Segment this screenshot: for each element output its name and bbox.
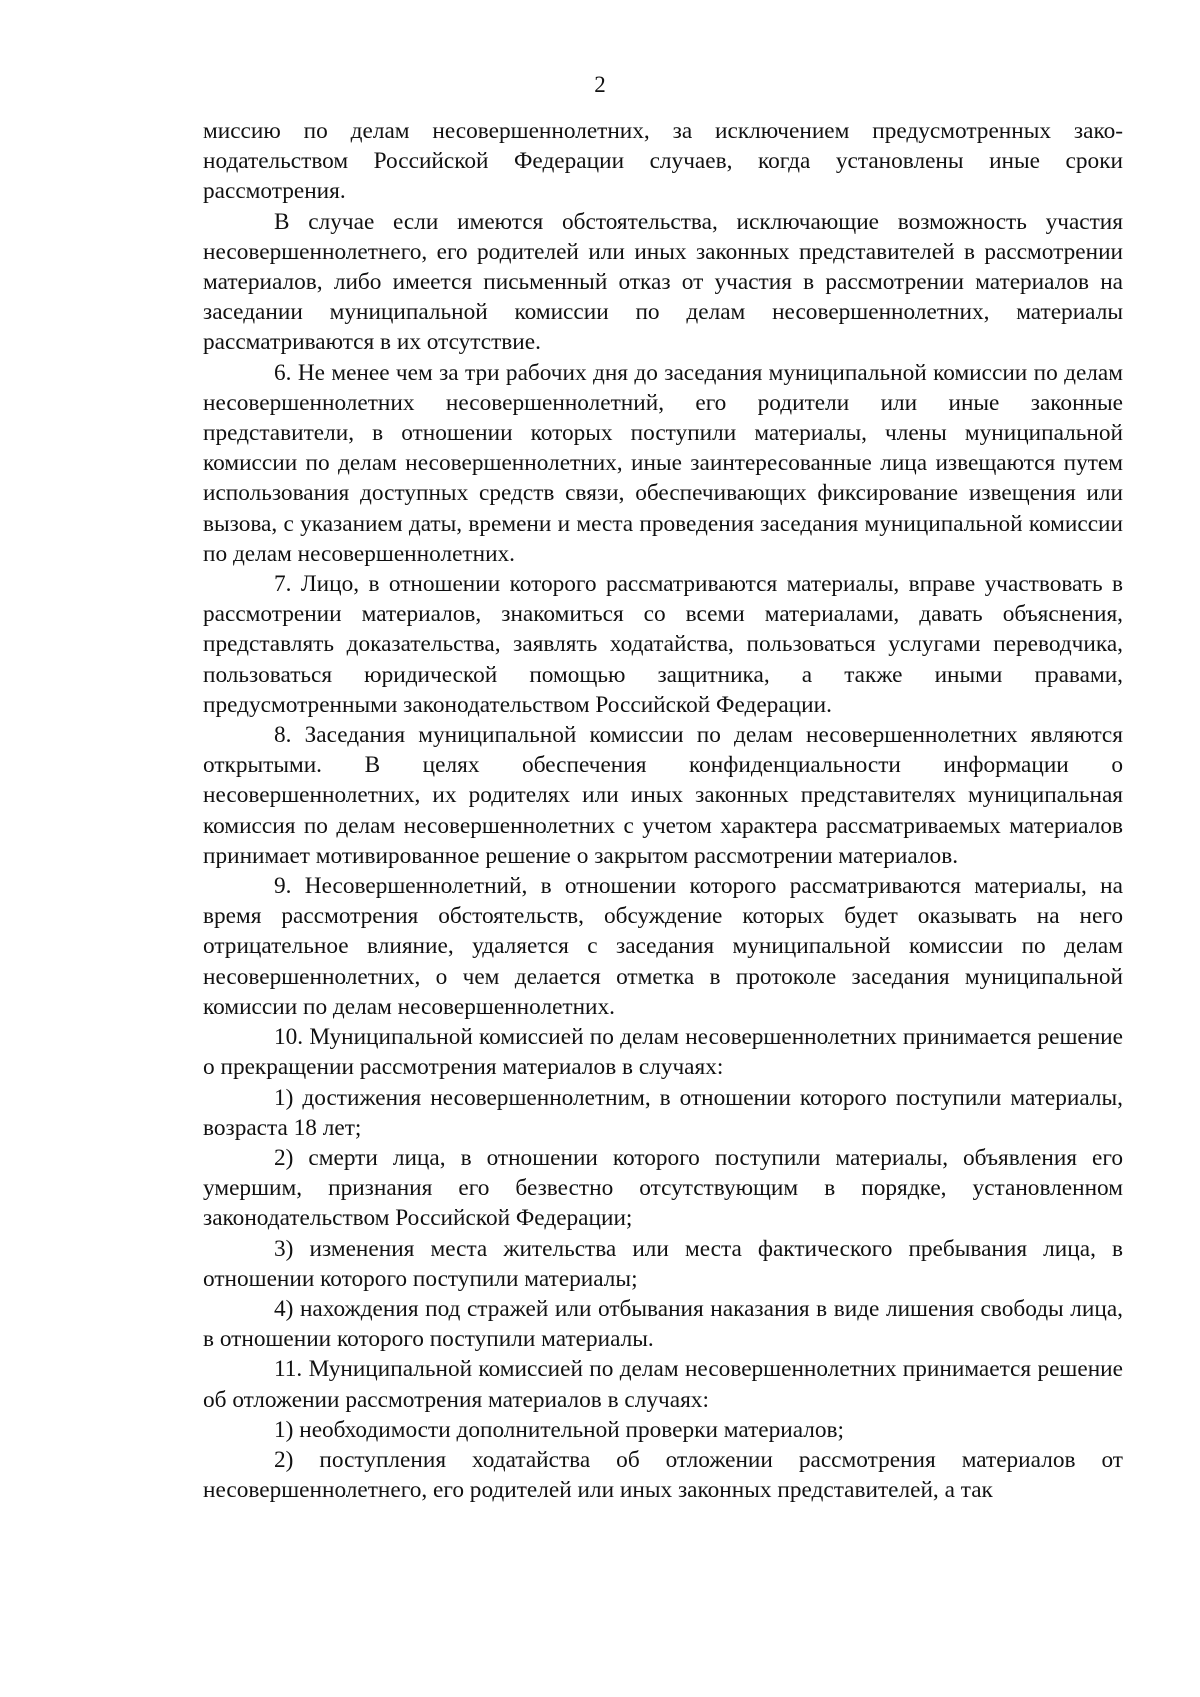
paragraph-item-11-2: 2) поступления ходатайства об отложении рассмотрения материалов от несовершеннолетнего, его родителей или иных законных представителей, а так [203,1446,1123,1504]
page-number: 2 [594,72,606,97]
paragraph-item-11: 11. Муниципальной комиссией по делам несовершеннолетних принимается решение об отложении рассмотрения материалов в случаях: [203,1356,1123,1413]
paragraph-absence-clause: В случае если имеются обстоятельства, исключающие возможность участия несовершеннолетнего, его родителей или иных законных представителей в рассмотрении материалов, либо имеется письменный отказ от участия в рассмотрении материалов на заседании муниципальной комиссии по делам несовершеннолетних, материалы рассматриваются в их отсутствие. [203,208,1123,356]
paragraph-item-7: 7. Лицо, в отношении которого рассматриваются материалы, вправе участвовать в рассмотрении материалов, знакомиться со всеми материалами, давать объяснения, представлять доказательства, заявлять ходатайства, пользоваться услугами переводчика, пользоваться юридической помощью защитника, а также иными правами, предусмотренными законодательством Российской Федерации. [203,571,1123,718]
document-body [203,116,1123,1505]
paragraph-item-6: 6. Не менее чем за три рабочих дня до заседания муниципальной комиссии по делам несовершеннолетних несовершеннолетний, его родители или иные законные представители, в отношении которых поступили материалы, члены муниципальной комиссии по делам несовершеннолетних, иные заинтересованные лица извещаются путем использования доступных средств связи, обеспечивающих фиксирование извещения или вызова, с указанием даты, времени и места проведения заседания муниципальной комиссии по делам несовершеннолетних. [203,359,1123,567]
paragraph-item-10-3: 3) изменения места жительства или места фактического пребывания лица, в отношении которого поступили материалы; [203,1235,1123,1292]
paragraph-item-10: 10. Муниципальной комиссией по делам несовершеннолетних принимается решение о прекращении рассмотрения материалов в случаях: [203,1024,1123,1081]
paragraph-item-11-1: 1) необходимости дополнительной проверки материалов; [274,1416,845,1443]
paragraph-item-9: 9. Несовершеннолетний, в отношении которого рассматриваются материалы, на время рассмотрения обстоятельств, обсуждение которых будет оказывать на него отрицательное влияние, удаляется с заседания муниципальной комиссии по делам несовершеннолетних, о чем делается отметка в протоколе заседания муниципальной комиссии по делам несовершеннолетних. [203,873,1123,1020]
paragraph-item-10-1: 1) достижения несовершеннолетним, в отношении которого поступили материалы, возраста 18 лет; [203,1084,1123,1141]
paragraph-item-10-2: 2) смерти лица, в отношении которого поступили материалы, объявления его умершим, признания его безвестно отсутствующим в порядке, установленном законодательством Российской Федерации; [203,1144,1123,1232]
paragraph-continuation: миссию по делам несовершеннолетних, за исключением предусмотренных законодательством Российской Федерации случаев, когда установлены иные сроки рассмотрения. [203,118,1123,205]
paragraph-item-10-4: 4) нахождения под стражей или отбывания наказания в виде лишения свободы лица, в отношении которого поступили материалы. [203,1295,1123,1353]
paragraph-item-8: 8. Заседания муниципальной комиссии по делам несовершеннолетних являются открытыми. В целях обеспечения конфиденциальности информации о несовершеннолетних, их родителях или иных законных представителях муниципальная комиссия по делам несовершеннолетних с учетом характера рассматриваемых материалов принимает мотивированное решение о закрытом рассмотрении материалов. [203,722,1123,869]
